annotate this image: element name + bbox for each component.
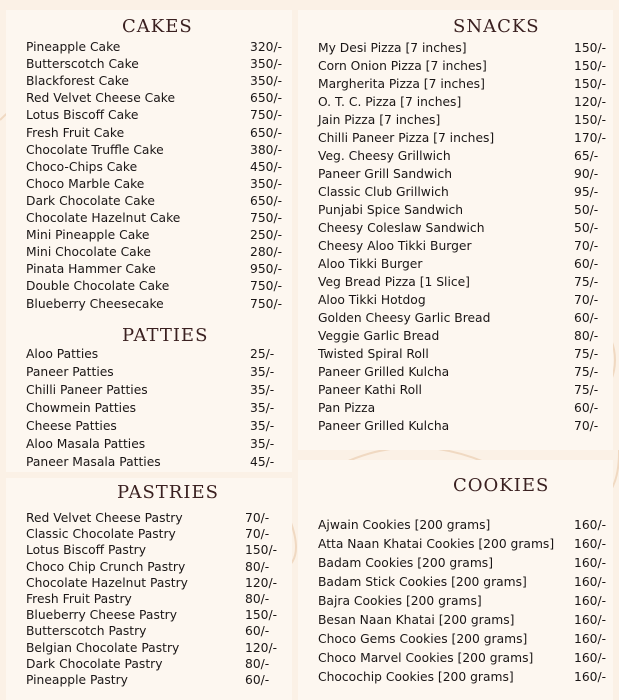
cakes-item-price: 950/- <box>250 262 283 277</box>
pastries-item-price: 120/- <box>245 640 278 655</box>
snacks-item-price: 150/- <box>574 59 607 73</box>
cakes-item-price: 350/- <box>250 74 283 89</box>
pastries-item-price: 80/- <box>245 656 270 671</box>
cakes-item-name: Butterscotch Cake <box>26 57 139 72</box>
snacks-item-name: Paneer Grilled Kulcha <box>318 419 450 433</box>
pastries-item-name: Lotus Biscoff Pastry <box>26 543 146 558</box>
snacks-item-price: 75/- <box>574 275 599 289</box>
cakes-item-name: Chocolate Truffle Cake <box>26 142 164 157</box>
pastries-item-price: 70/- <box>245 511 270 525</box>
patties-item-price: 35/- <box>250 419 275 433</box>
pastries-item-price: 80/- <box>245 559 270 574</box>
cookies-item-name: Choco Gems Cookies [200 grams] <box>318 632 528 646</box>
cakes-item-name: Blueberry Cheesecake <box>26 296 164 311</box>
cakes-heading: CAKES <box>122 16 193 37</box>
pastries-item-name: Red Velvet Cheese Pastry <box>26 511 183 525</box>
snacks-item-price: 70/- <box>574 293 599 307</box>
cookies-item-price: 160/- <box>574 670 607 684</box>
snacks-item-price: 50/- <box>574 221 599 235</box>
snacks-item-price: 50/- <box>574 203 599 217</box>
snacks-item-name: Veg Bread Pizza [1 Slice] <box>318 275 470 289</box>
pastries-item-name: Classic Chocolate Pastry <box>26 527 176 542</box>
pastries-item-name: Pineapple Pastry <box>26 673 128 687</box>
cookies-item-name: Choco Marvel Cookies [200 grams] <box>318 651 534 665</box>
cakes-item-name: Mini Chocolate Cake <box>26 245 151 260</box>
cookies-item-price: 160/- <box>574 651 607 665</box>
cakes-item-price: 350/- <box>250 176 283 191</box>
snacks-item-name: Veg. Cheesy Grillwich <box>318 149 451 163</box>
patties-item-name: Cheese Patties <box>26 419 117 433</box>
snacks-item-name: Golden Cheesy Garlic Bread <box>318 311 491 325</box>
snacks-item-name: Corn Onion Pizza [7 inches] <box>318 59 487 73</box>
snacks-item-price: 65/- <box>574 149 599 163</box>
cakes-item-name: Dark Chocolate Cake <box>26 193 155 208</box>
cakes-item-price: 320/- <box>250 40 283 54</box>
patties-item-price: 35/- <box>250 401 275 415</box>
snacks-item-name: Aloo Tikki Hotdog <box>318 293 426 307</box>
cakes-item-price: 650/- <box>250 193 283 208</box>
snacks-item-name: Cheesy Aloo Tikki Burger <box>318 239 472 253</box>
snacks-item-name: Paneer Grill Sandwich <box>318 167 452 181</box>
pastries-item-price: 60/- <box>245 624 270 639</box>
snacks-item-name: Jain Pizza [7 inches] <box>318 113 441 127</box>
cakes-item-price: 350/- <box>250 57 283 72</box>
cookies-item-name: Atta Naan Khatai Cookies [200 grams] <box>318 537 555 551</box>
cookies-item-price: 160/- <box>574 613 607 627</box>
cakes-item-name: Chocolate Hazelnut Cake <box>26 211 181 225</box>
cakes-item-name: Pineapple Cake <box>26 40 121 54</box>
pastries-item-price: 120/- <box>245 575 278 590</box>
pastries-item-name: Dark Chocolate Pastry <box>26 656 163 671</box>
cakes-item-name: Blackforest Cake <box>26 74 129 89</box>
patties-item-name: Chowmein Patties <box>26 401 137 415</box>
snacks-item-name: Pan Pizza <box>318 401 376 415</box>
patties-item-price: 35/- <box>250 365 275 379</box>
patties-heading: PATTIES <box>122 325 209 346</box>
cookies-heading: COOKIES <box>453 475 550 496</box>
snacks-item-price: 95/- <box>574 185 599 199</box>
snacks-item-price: 90/- <box>574 167 599 181</box>
cakes-item-price: 650/- <box>250 91 283 106</box>
snacks-item-name: Paneer Grilled Kulcha <box>318 365 450 379</box>
cakes-item-price: 380/- <box>250 142 283 157</box>
snacks-item-name: Cheesy Coleslaw Sandwich <box>318 221 485 235</box>
snacks-item-price: 60/- <box>574 257 599 271</box>
snacks-item-price: 80/- <box>574 329 599 343</box>
snacks-item-price: 60/- <box>574 401 599 415</box>
snacks-item-name: O. T. C. Pizza [7 inches] <box>318 95 462 109</box>
patties-item-name: Paneer Patties <box>26 365 114 379</box>
snacks-item-price: 150/- <box>574 113 607 127</box>
cakes-item-name: Lotus Biscoff Cake <box>26 108 139 123</box>
patties-item-name: Paneer Masala Patties <box>26 455 161 469</box>
snacks-item-name: My Desi Pizza [7 inches] <box>318 41 467 55</box>
snacks-item-name: Punjabi Spice Sandwich <box>318 203 464 217</box>
pastries-item-name: Chocolate Hazelnut Pastry <box>26 575 188 590</box>
pastries-item-name: Butterscotch Pastry <box>26 624 147 639</box>
pastries-item-price: 60/- <box>245 673 270 687</box>
cakes-item-name: Fresh Fruit Cake <box>26 125 125 140</box>
patties-item-name: Aloo Patties <box>26 347 99 361</box>
pastries-item-price: 150/- <box>245 608 278 623</box>
pastries-item-price: 70/- <box>245 527 270 542</box>
pastries-item-name: Fresh Fruit Pastry <box>26 592 132 606</box>
snacks-item-name: Margherita Pizza [7 inches] <box>318 77 485 91</box>
cookies-item-price: 160/- <box>574 575 607 589</box>
snacks-item-price: 170/- <box>574 131 607 145</box>
snacks-item-name: Paneer Kathi Roll <box>318 383 422 397</box>
cookies-item-price: 160/- <box>574 556 607 570</box>
cookies-item-name: Besan Naan Khatai [200 grams] <box>318 613 515 627</box>
patties-item-price: 35/- <box>250 383 275 397</box>
cakes-item-name: Double Chocolate Cake <box>26 279 170 294</box>
cakes-item-price: 280/- <box>250 245 283 260</box>
cakes-item-price: 650/- <box>250 125 283 140</box>
cookies-item-price: 160/- <box>574 594 607 608</box>
pastries-item-price: 150/- <box>245 543 278 558</box>
patties-item-price: 25/- <box>250 347 275 361</box>
cookies-item-name: Bajra Cookies [200 grams] <box>318 594 482 608</box>
pastries-item-name: Belgian Chocolate Pastry <box>26 640 180 655</box>
cookies-item-price: 160/- <box>574 537 607 551</box>
patties-item-name: Aloo Masala Patties <box>26 437 146 451</box>
cookies-item-price: 160/- <box>574 632 607 646</box>
snacks-item-name: Classic Club Grillwich <box>318 185 449 199</box>
cakes-item-price: 250/- <box>250 228 283 243</box>
cakes-item-name: Choco Marble Cake <box>26 176 145 191</box>
snacks-item-price: 70/- <box>574 419 599 433</box>
snacks-item-name: Veggie Garlic Bread <box>318 329 440 343</box>
cakes-item-price: 450/- <box>250 159 283 174</box>
pastries-heading: PASTRIES <box>117 482 219 503</box>
cakes-item-price: 750/- <box>250 279 283 294</box>
patties-item-name: Chilli Paneer Patties <box>26 383 148 397</box>
cakes-item-name: Red Velvet Cheese Cake <box>26 91 176 106</box>
pastries-item-price: 80/- <box>245 592 270 606</box>
cookies-item-name: Badam Cookies [200 grams] <box>318 556 494 570</box>
snacks-item-name: Chilli Paneer Pizza [7 inches] <box>318 131 495 145</box>
snacks-item-price: 60/- <box>574 311 599 325</box>
snacks-item-price: 150/- <box>574 77 607 91</box>
pastries-item-name: Choco Chip Crunch Pastry <box>26 559 186 574</box>
pastries-item-name: Blueberry Cheese Pastry <box>26 608 178 623</box>
snacks-heading: SNACKS <box>453 16 540 37</box>
cakes-item-price: 750/- <box>250 296 283 311</box>
patties-item-price: 35/- <box>250 437 275 451</box>
cakes-item-price: 750/- <box>250 211 283 225</box>
snacks-item-price: 75/- <box>574 347 599 361</box>
snacks-item-name: Twisted Spiral Roll <box>318 347 429 361</box>
snacks-item-name: Aloo Tikki Burger <box>318 257 423 271</box>
snacks-item-price: 120/- <box>574 95 607 109</box>
patties-item-price: 45/- <box>250 455 275 469</box>
cookies-item-name: Chocochip Cookies [200 grams] <box>318 670 514 684</box>
cakes-item-name: Choco-Chips Cake <box>26 159 138 174</box>
snacks-item-price: 150/- <box>574 41 607 55</box>
snacks-item-price: 70/- <box>574 239 599 253</box>
cookies-item-price: 160/- <box>574 518 607 532</box>
cakes-item-price: 750/- <box>250 108 283 123</box>
cookies-item-name: Badam Stick Cookies [200 grams] <box>318 575 527 589</box>
cakes-item-name: Mini Pineapple Cake <box>26 228 150 243</box>
cakes-item-name: Pinata Hammer Cake <box>26 262 156 277</box>
snacks-item-price: 75/- <box>574 365 599 379</box>
snacks-item-price: 75/- <box>574 383 599 397</box>
cookies-item-name: Ajwain Cookies [200 grams] <box>318 518 491 532</box>
